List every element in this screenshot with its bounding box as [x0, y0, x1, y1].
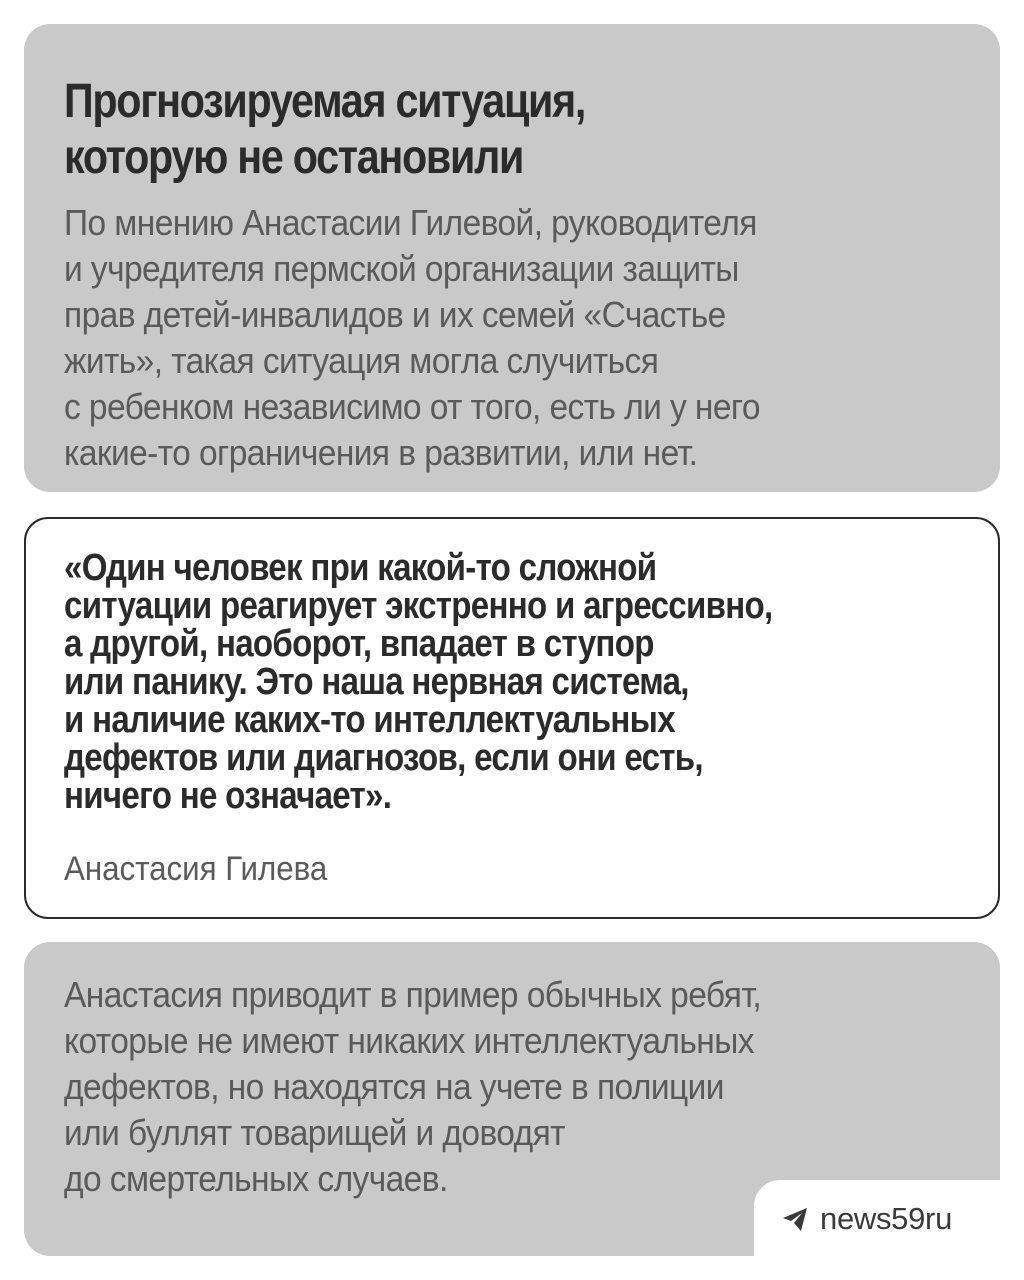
headline	[64, 74, 967, 186]
quote-line: ситуации реагирует экстренно и агрессивно,	[64, 585, 773, 627]
intro-line: прав детей-инвалидов и их семей «Счастье	[64, 294, 726, 335]
quote-line: и наличие каких-то интеллектуальных	[64, 699, 675, 741]
intro-line: жить», такая ситуация могла случиться	[64, 340, 659, 381]
headline-line: которую не остановили	[64, 131, 524, 184]
quote-line: или панику. Это наша нервная система,	[64, 661, 689, 703]
brand-label: news59ru	[820, 1201, 953, 1236]
example-line: которые не имеют никаких интеллектуальных	[64, 1020, 754, 1061]
intro-line: какие-то ограничения в развитии, или нет.	[64, 432, 698, 473]
quote-line: дефектов или диагнозов, если они есть,	[64, 737, 703, 779]
telegram-icon	[780, 1204, 810, 1234]
headline-line: Прогнозируемая ситуация,	[64, 75, 586, 128]
intro-card	[24, 24, 1000, 492]
intro-line: и учредителя пермской организации защиты	[64, 248, 739, 289]
example-paragraph	[64, 972, 994, 1202]
example-line: до смертельных случаев.	[64, 1158, 448, 1199]
quote-line: ничего не означает».	[64, 775, 392, 817]
quote-line: а другой, наоборот, впадает в ступор	[64, 623, 654, 665]
quote-card	[24, 517, 1000, 919]
intro-line: По мнению Анастасии Гилевой, руководителя	[64, 202, 757, 243]
intro-paragraph	[64, 200, 994, 476]
quote-line: «Один человек при какой-то сложной	[64, 547, 657, 589]
quote-text	[64, 549, 978, 815]
example-line: или буллят товарищей и доводят	[64, 1112, 565, 1153]
example-line: дефектов, но находятся на учете в полиции	[64, 1066, 724, 1107]
example-line: Анастасия приводит в пример обычных ребят,	[64, 974, 762, 1015]
brand-link[interactable]	[780, 1199, 952, 1239]
intro-line: с ребенком независимо от того, есть ли у него	[64, 386, 760, 427]
quote-author: Анастасия Гилева	[64, 850, 328, 888]
